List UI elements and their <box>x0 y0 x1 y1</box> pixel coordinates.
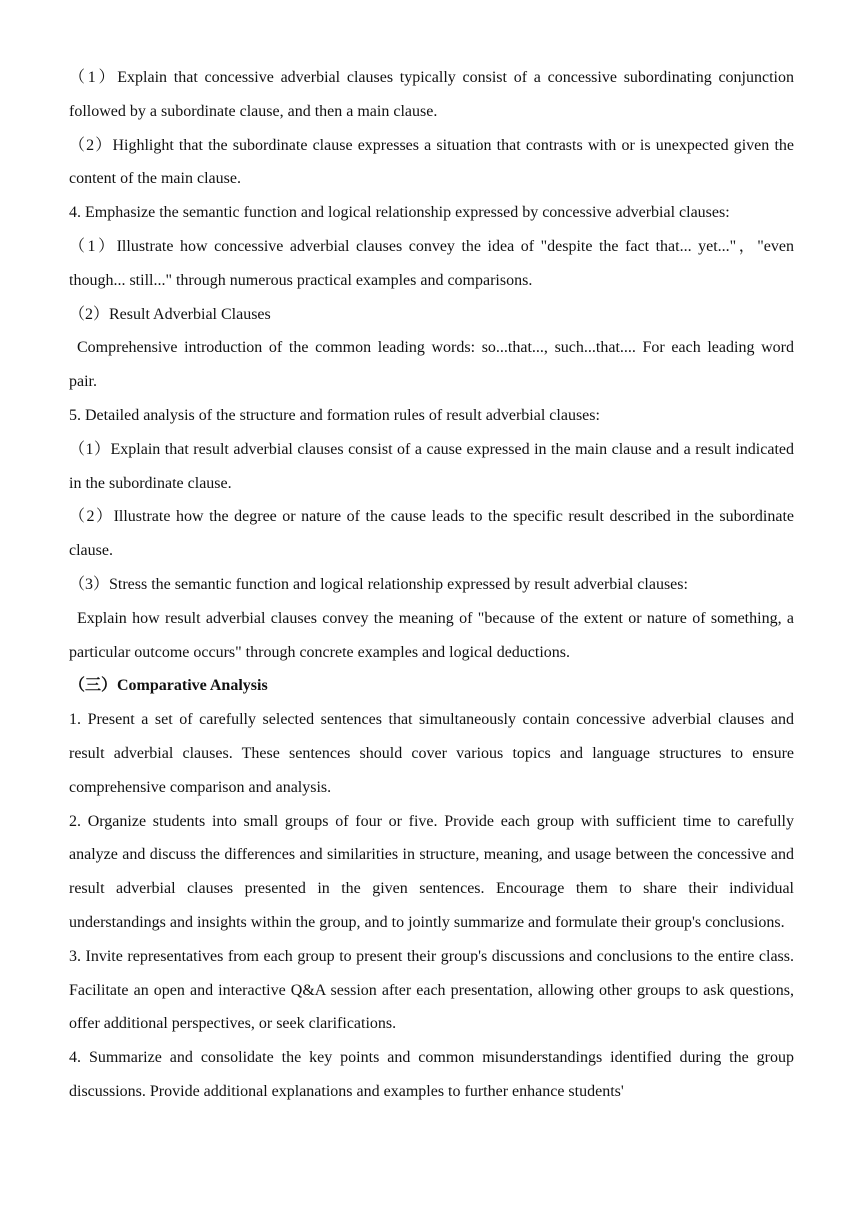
paragraph-16: 4. Summarize and consolidate the key points and common misunderstandings identified during the group discussions. Provide additional explanations and examples to further enhance students' <box>69 1049 794 1100</box>
paragraph-4: （1）Illustrate how concessive adverbial clauses convey the idea of "despite the fact that... yet..."，"even though... still..." through numerous practical examples and comparisons. <box>69 237 794 289</box>
paragraph-7: 5. Detailed analysis of the structure and formation rules of result adverbial clauses: <box>69 406 600 424</box>
paragraph-11: Explain how result adverbial clauses convey the meaning of "because of the extent or nature of something, a particular outcome occurs" through concrete examples and logical deductions. <box>69 609 794 661</box>
paragraph-14: 2. Organize students into small groups of four or five. Provide each group with sufficient time to carefully analyze and discuss the differences and similarities in structure, meaning, and usage between the concessive and result adverbial clauses presented in the given sentences. Encourage them to share their individual understandings and insights within the group, and to jointly summarize and formulate their group's conclusions. <box>69 812 794 931</box>
document-page <box>69 61 794 1109</box>
paragraph-8: （1）Explain that result adverbial clauses consist of a cause expressed in the main clause and a result indicated in the subordinate clause. <box>69 440 794 492</box>
paragraph-3: 4. Emphasize the semantic function and logical relationship expressed by concessive adverbial clauses: <box>69 204 730 222</box>
paragraph-1: （1）Explain that concessive adverbial clauses typically consist of a concessive subordinating conjunction followed by a subordinate clause, and then a main clause. <box>69 69 794 120</box>
paragraph-15: 3. Invite representatives from each group to present their group's discussions and conclusions to the entire class. Facilitate an open and interactive Q&A session after each presentation, allowing other groups to ask questions, offer additional perspectives, or seek clarifications. <box>69 947 794 1033</box>
paragraph-13: 1. Present a set of carefully selected sentences that simultaneously contain concessive adverbial clauses and result adverbial clauses. These sentences should cover various topics and language structures to ensure comprehensive comparison and analysis. <box>69 711 794 796</box>
paragraph-9: （2）Illustrate how the degree or nature of the cause leads to the specific result described in the subordinate clause. <box>69 508 794 560</box>
paragraph-6: Comprehensive introduction of the common leading words: so...that..., such...that.... For each leading word pair. <box>69 339 794 391</box>
paragraph-10: （3）Stress the semantic function and logical relationship expressed by result adverbial clauses: <box>69 575 688 593</box>
paragraph-2: （2）Highlight that the subordinate clause expresses a situation that contrasts with or is unexpected given the content of the main clause. <box>69 136 794 188</box>
section-heading: （三）Comparative Analysis <box>69 677 268 695</box>
paragraph-5: （2）Result Adverbial Clauses <box>69 305 271 323</box>
